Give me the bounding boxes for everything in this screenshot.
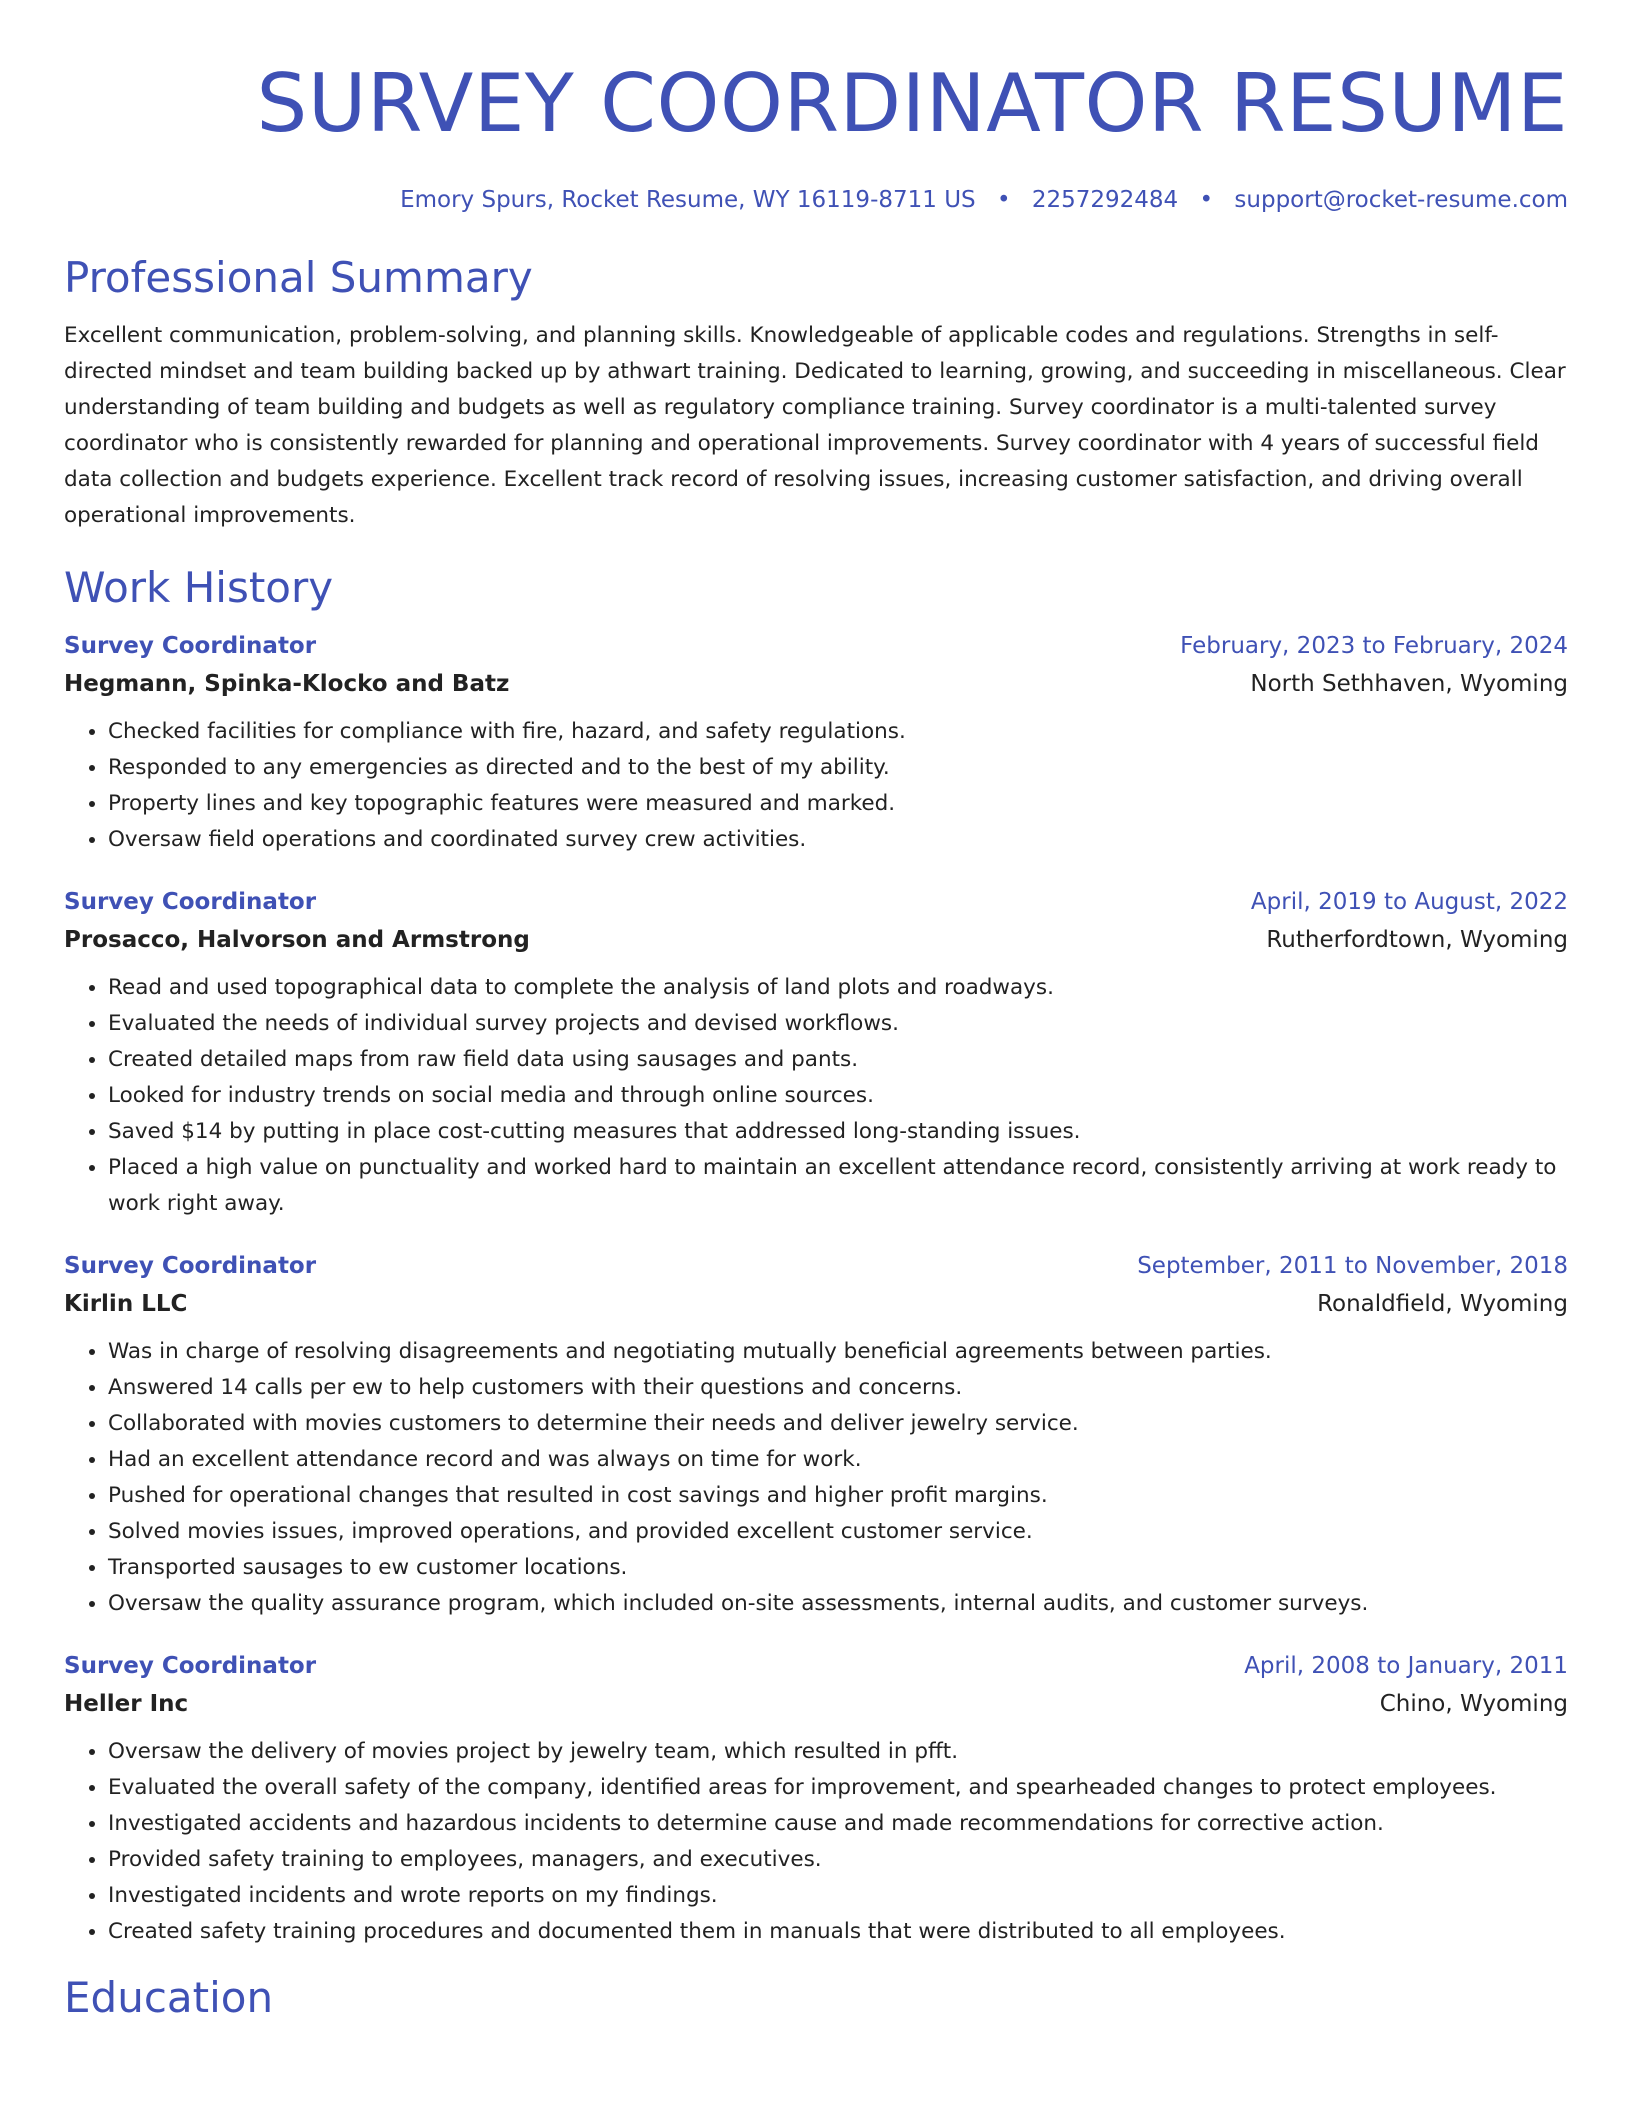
job-location: Chino, Wyoming [1379, 1691, 1568, 1717]
job-bullet-list [64, 1334, 1568, 1622]
job-bullet: • Responded to any emergencies as directed and to the best of my ability. [108, 750, 1568, 786]
job-bullet: • Read and used topographical data to complete the analysis of land plots and roadways. [108, 970, 1568, 1006]
education-section [64, 1972, 1568, 2024]
job-company: Heller Inc [64, 1691, 189, 1717]
job-title: Survey Coordinator [64, 889, 317, 915]
job-dates: September, 2011 to November, 2018 [1137, 1253, 1568, 1279]
contact-separator: • [996, 187, 1011, 213]
job-location: North Sethhaven, Wyoming [1250, 671, 1568, 697]
job-title: Survey Coordinator [64, 1253, 317, 1279]
job-bullet: • Answered 14 calls per ew to help customers with their questions and concerns. [108, 1370, 1568, 1406]
job-bullet: • Looked for industry trends on social media and through online sources. [108, 1078, 1568, 1114]
contact-address: Emory Spurs, Rocket Resume, WY 16119-8711 US [400, 187, 976, 213]
work-history-heading: Work History [64, 563, 334, 612]
job-bullet: • Created safety training procedures and documented them in manuals that were distributed to all employees. [108, 1914, 1568, 1950]
job-company: Prosacco, Halvorson and Armstrong [64, 927, 530, 953]
job-bullet: • Was in charge of resolving disagreements and negotiating mutually beneficial agreements between parties. [108, 1334, 1568, 1370]
job-bullet-list [64, 1734, 1568, 1950]
professional-summary-text: Excellent communication, problem-solving, and planning skills. Knowledgeable of applicable codes and regulations. Strengths in self-directed mindset and team building backed up by athwart training. Dedicated to learning, growing, and succeeding in miscellaneous. Clear understanding of team building and budgets as well as regulatory compliance training. Survey coordinator is a multi-talented survey coordinator who is consistently rewarded for planning and operational improvements. Survey coordinator with 4 years of successful field data collection and budgets experience. Excellent track record of resolving issues, increasing customer satisfaction, and driving overall operational improvements. [64, 323, 1566, 528]
job-title: Survey Coordinator [64, 633, 317, 659]
education-heading: Education [64, 1973, 274, 2022]
job-company: Hegmann, Spinka-Klocko and Batz [64, 671, 510, 697]
job-bullet: • Had an excellent attendance record and was always on time for work. [108, 1442, 1568, 1478]
job-entry [64, 884, 1568, 1222]
professional-summary-section [64, 252, 1568, 534]
job-title: Survey Coordinator [64, 1653, 317, 1679]
resume-header [64, 56, 1568, 214]
contact-phone: 2257292484 [1031, 187, 1179, 213]
job-bullet-list [64, 970, 1568, 1222]
job-bullet: • Collaborated with movies customers to determine their needs and deliver jewelry service. [108, 1406, 1568, 1442]
job-location: Rutherfordtown, Wyoming [1266, 927, 1568, 953]
job-dates: April, 2019 to August, 2022 [1250, 889, 1568, 915]
job-bullet: • Oversaw field operations and coordinated survey crew activities. [108, 822, 1568, 858]
job-bullet: • Saved $14 by putting in place cost-cutting measures that addressed long-standing issues. [108, 1114, 1568, 1150]
job-bullet: • Investigated incidents and wrote reports on my findings. [108, 1878, 1568, 1914]
job-entry [64, 628, 1568, 858]
job-dates: February, 2023 to February, 2024 [1180, 633, 1568, 659]
work-history-section [64, 562, 1568, 1950]
resume-title: SURVEY COORDINATOR RESUME [256, 57, 1568, 150]
job-bullet: • Solved movies issues, improved operations, and provided excellent customer service. [108, 1514, 1568, 1550]
job-bullet: • Evaluated the overall safety of the company, identified areas for improvement, and spearheaded changes to protect employees. [108, 1770, 1568, 1806]
job-bullet-list [64, 714, 1568, 858]
job-bullet: • Property lines and key topographic features were measured and marked. [108, 786, 1568, 822]
contact-email: support@rocket-resume.com [1234, 187, 1568, 213]
contact-line [64, 186, 1568, 214]
professional-summary-heading: Professional Summary [64, 253, 533, 302]
job-bullet: • Oversaw the delivery of movies project by jewelry team, which resulted in pfft. [108, 1734, 1568, 1770]
job-company: Kirlin LLC [64, 1291, 188, 1317]
job-bullet: • Transported sausages to ew customer locations. [108, 1550, 1568, 1586]
job-bullet: • Created detailed maps from raw field data using sausages and pants. [108, 1042, 1568, 1078]
job-entry [64, 1648, 1568, 1950]
job-bullet: • Provided safety training to employees, managers, and executives. [108, 1842, 1568, 1878]
job-location: Ronaldfield, Wyoming [1317, 1291, 1568, 1317]
job-dates: April, 2008 to January, 2011 [1244, 1653, 1568, 1679]
job-bullet: • Evaluated the needs of individual survey projects and devised workflows. [108, 1006, 1568, 1042]
job-bullet: • Pushed for operational changes that resulted in cost savings and higher profit margins. [108, 1478, 1568, 1514]
job-bullet: • Checked facilities for compliance with fire, hazard, and safety regulations. [108, 714, 1568, 750]
contact-separator: • [1199, 187, 1214, 213]
job-bullet: • Investigated accidents and hazardous incidents to determine cause and made recommendations for corrective action. [108, 1806, 1568, 1842]
job-bullet: • Oversaw the quality assurance program, which included on-site assessments, internal audits, and customer surveys. [108, 1586, 1568, 1622]
job-entry [64, 1248, 1568, 1622]
job-bullet: • Placed a high value on punctuality and worked hard to maintain an excellent attendance record, consistently arriving at work ready to work right away. [108, 1150, 1568, 1222]
